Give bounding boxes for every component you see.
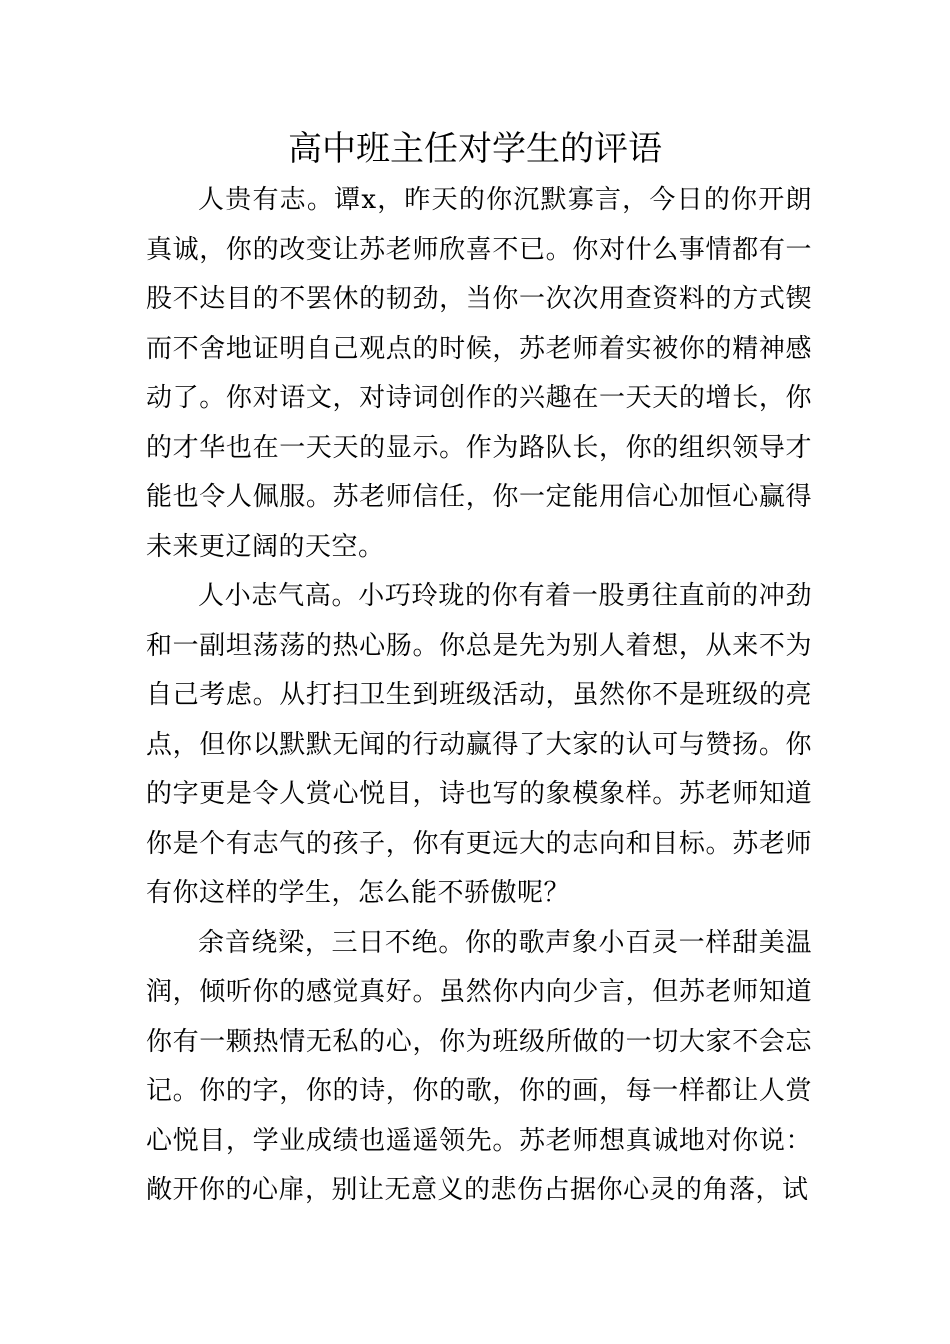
paragraph-2: 人小志气高。小巧玲珑的你有着一股勇往直前的冲劲和一副坦荡荡的热心肠。你总是先为别人着想，从来不为自己考虑。从打扫卫生到班级活动，虽然你不是班级的亮点，但你以默默无闻的行动赢得了大家的认可与赞扬。你的字更是令人赏心悦目，诗也写的象模象样。苏老师知道你是个有志气的孩子，你有更远大的志向和目标。苏老师有你这样的学生，怎么能不骄傲呢？ [146, 581, 812, 908]
document-title: 高中班主任对学生的评语 [288, 129, 662, 169]
document-body [146, 176, 812, 1216]
paragraph-3: 余音绕梁，三日不绝。你的歌声象小百灵一样甜美温润，倾听你的感觉真好。虽然你内向少言，但苏老师知道你有一颗热情无私的心，你为班级所做的一切大家不会忘记。你的字，你的诗，你的歌，你的画，每一样都让人赏心悦目，学业成绩也遥遥领先。苏老师想真诚地对你说：敞开你的心扉，别让无意义的悲伤占据你心灵的角落，试 [146, 927, 812, 1205]
paragraph-1: 人贵有志。谭x，昨天的你沉默寡言，今日的你开朗真诚，你的改变让苏老师欣喜不已。你对什么事情都有一股不达目的不罢休的韧劲，当你一次次用查资料的方式锲而不舍地证明自己观点的时候，苏老师着实被你的精神感动了。你对语文，对诗词创作的兴趣在一天天的增长，你的才华也在一天天的显示。作为路队长，你的组织领导才能也令人佩服。苏老师信任，你一定能用信心加恒心赢得未来更辽阔的天空。 [146, 185, 812, 562]
